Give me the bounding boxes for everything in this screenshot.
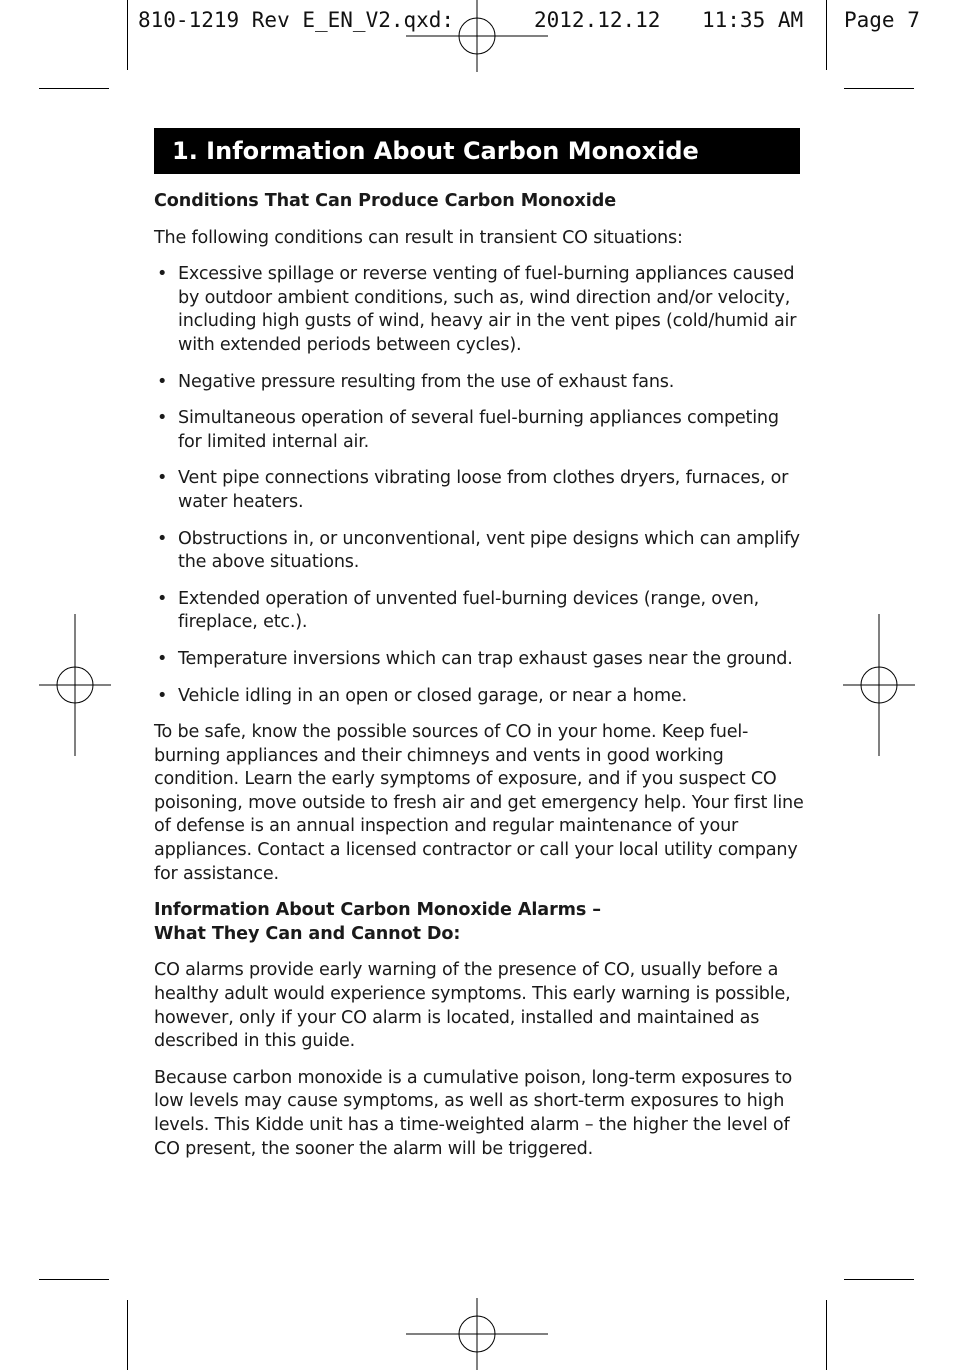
alarms-heading-line1: Information About Carbon Monoxide Alarms – <box>154 900 601 921</box>
list-item: • Temperature inversions which can trap exhaust gases near the ground. <box>157 648 804 672</box>
list-item: • Vehicle idling in an open or closed garage, or near a home. <box>157 685 804 709</box>
list-item: • Simultaneous operation of several fuel-burning appliances competing for limited internal air. <box>157 408 779 452</box>
bullet-icon: • <box>157 528 168 549</box>
registration-mark-right <box>843 614 915 756</box>
bullet-icon: • <box>157 371 168 392</box>
bullet-icon: • <box>157 685 168 706</box>
registration-mark-left <box>39 614 111 756</box>
slug-filename: 810-1219 Rev E_EN_V2.qxd: <box>138 8 455 32</box>
conditions-heading: Conditions That Can Produce Carbon Monoxide <box>154 191 617 211</box>
list-item: • Negative pressure resulting from the use of exhaust fans. <box>157 371 804 395</box>
bullet-icon: • <box>157 648 168 669</box>
list-item: • Extended operation of unvented fuel-burning devices (range, oven, fireplace, etc.). <box>157 588 760 633</box>
slug-page: Page 7 <box>844 8 920 32</box>
bullet-icon: • <box>157 588 168 609</box>
alarms-heading-line2: What They Can and Cannot Do: <box>154 923 461 944</box>
alarms-heading <box>154 899 804 946</box>
crop-mark <box>39 1279 109 1280</box>
section-title: 1. Information About Carbon Monoxide <box>154 128 800 174</box>
list-item: • Obstructions in, or unconventional, vent pipe designs which can amplify the above situations. <box>157 528 800 573</box>
page-body <box>154 190 804 1174</box>
crop-mark <box>826 0 827 70</box>
bullet-icon: • <box>157 408 168 429</box>
bullet-icon: • <box>157 264 168 285</box>
crop-mark <box>826 1300 827 1370</box>
conditions-intro: The following conditions can result in transient CO situations: <box>154 227 683 248</box>
crop-mark <box>127 0 128 70</box>
registration-mark-top <box>406 0 548 72</box>
slug-date: 2012.12.12 <box>534 8 661 32</box>
conditions-list <box>154 263 804 708</box>
registration-mark-bottom <box>406 1298 548 1370</box>
bullet-icon: • <box>157 468 168 489</box>
crop-mark <box>39 88 109 89</box>
slug-time: 11:35 AM <box>702 8 804 32</box>
crop-mark <box>844 88 914 89</box>
alarms-paragraph-2: Because carbon monoxide is a cumulative poison, long-term exposures to low levels may cause symptoms, as well as short-term exposures to high levels. This Kidde unit has a time-weighted alarm – the higher the level of CO present, the sooner the alarm will be triggered. <box>154 1067 793 1159</box>
crop-mark <box>127 1300 128 1370</box>
list-item: • Vent pipe connections vibrating loose from clothes dryers, furnaces, or water heaters. <box>157 468 789 512</box>
alarms-paragraph-1: CO alarms provide early warning of the presence of CO, usually before a healthy adult would experience symptoms. This early warning is possible, however, only if your CO alarm is located, installed and maintained as described in this guide. <box>154 960 791 1052</box>
conditions-closing: To be safe, know the possible sources of CO in your home. Keep fuel-burning appliances and their chimneys and vents in good working condition. Learn the early symptoms of exposure, and if you suspect CO poisoning, move outside to fresh air and get emergency help. Your first line of defense is an annual inspection and regular maintenance of your appliances. Contact a licensed contractor or call your local utility company for assistance. <box>154 722 804 884</box>
list-item: • Excessive spillage or reverse venting of fuel-burning appliances caused by outdoor ambient conditions, such as, wind direction and/or velocity, including high gusts of wind, heavy air in the vent pipes (cold/humid air with extended periods between cycles). <box>157 264 797 355</box>
crop-mark <box>844 1279 914 1280</box>
